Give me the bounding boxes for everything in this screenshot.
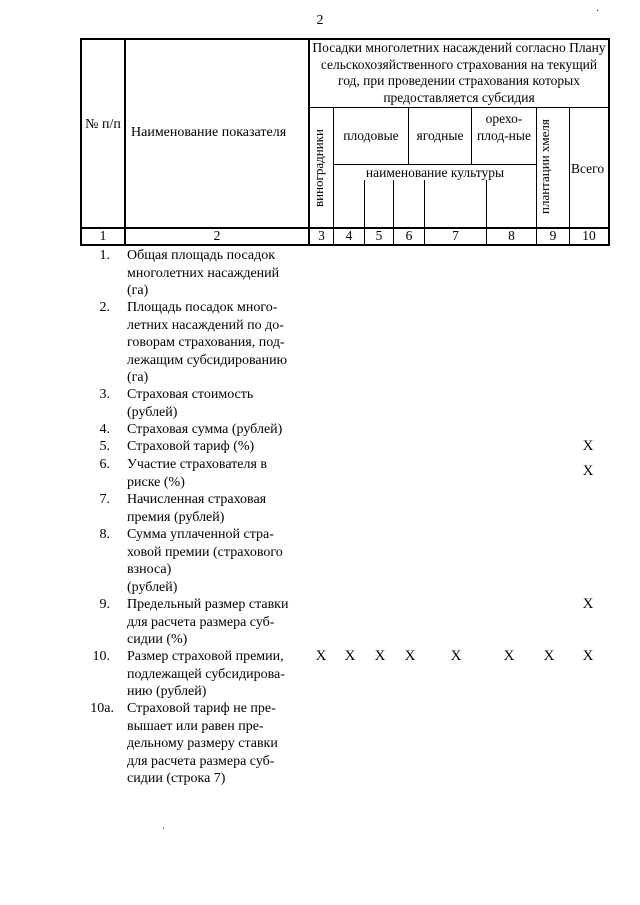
col-hops-header: плантации хмеля	[537, 119, 552, 215]
row-number: 1.	[99, 248, 110, 263]
x-mark: X	[582, 463, 594, 479]
row-label: Страховая стоимость (рублей)	[127, 387, 254, 420]
row-label: Предельный размер ставки для расчета размера суб- сидии (%)	[127, 597, 289, 647]
row-number: 4.	[99, 422, 110, 437]
x-mark: X	[374, 648, 386, 664]
crop-names-subheader: наименование культуры	[365, 165, 505, 180]
x-mark: X	[582, 648, 594, 664]
x-mark: X	[404, 648, 416, 664]
row-label: Общая площадь посадок многолетних насаждений (га)	[127, 248, 280, 298]
col-nut-header: орехо-плод-ные	[477, 111, 531, 143]
col-vineyards-header: виноградники	[311, 129, 326, 207]
row-label: Размер страховой премии, подлежащей субсидирова- нию (рублей)	[127, 649, 285, 699]
col-number: 10	[582, 228, 596, 243]
col-number: 4	[345, 228, 353, 243]
speck-mark: '	[163, 826, 165, 835]
x-mark: X	[582, 596, 594, 612]
speck-mark: ·	[596, 6, 600, 17]
row-number: 7.	[99, 492, 110, 507]
row-number: 9.	[99, 597, 110, 612]
col-fruit-header: плодовые	[343, 128, 399, 143]
x-mark: X	[450, 648, 462, 664]
col-number: 3	[318, 228, 325, 243]
col-number: 9	[549, 228, 557, 243]
row-number: 5.	[99, 439, 110, 454]
col-number: 7	[452, 228, 459, 243]
x-mark: X	[344, 648, 356, 664]
col-number: 2	[213, 228, 221, 243]
row-number: 6.	[99, 457, 110, 472]
col-name-header: Наименование показателя	[131, 125, 287, 140]
row-label: Участие страхователя в риске (%)	[127, 457, 268, 490]
col-total-header: Всего	[571, 161, 605, 176]
row-label: Страховой тариф не пре- вышает или равен пре- дельному размеру ставки для расчета размера суб- сидии (строка 7)	[127, 701, 278, 786]
page-number: 2	[316, 13, 324, 28]
row-label: Начисленная страховая премия (рублей)	[127, 492, 267, 525]
row-number: 10.	[92, 649, 110, 664]
x-mark: X	[582, 438, 594, 454]
col-number: 5	[375, 228, 383, 243]
x-mark: X	[543, 648, 555, 664]
x-mark: X	[315, 648, 327, 664]
col-berry-header: ягодные	[416, 128, 464, 143]
row-label: Сумма уплаченной стра- ховой премии (страхового взноса) (рублей)	[127, 527, 283, 595]
row-number: 3.	[99, 387, 110, 402]
plantings-group-header: Посадки многолетних насаждений согласно Плану сельскохозяйственного страхования на текущий год, при проведении страхования которых предоставляется субсидия	[312, 40, 606, 105]
row-number: 10а.	[90, 701, 114, 716]
col-number: 6	[405, 228, 413, 243]
col-num-header: № п/п	[85, 117, 121, 132]
col-number: 8	[508, 228, 515, 243]
row-number: 8.	[99, 527, 110, 542]
row-label: Страховой тариф (%)	[127, 439, 255, 454]
row-number: 2.	[99, 300, 110, 315]
row-label: Страховая сумма (рублей)	[127, 422, 283, 437]
col-number: 1	[99, 228, 107, 243]
x-mark: X	[503, 648, 515, 664]
row-label: Площадь посадок много- летних насаждений по до- говорам страхования, под- лежащим субсидированию (га)	[127, 300, 288, 385]
